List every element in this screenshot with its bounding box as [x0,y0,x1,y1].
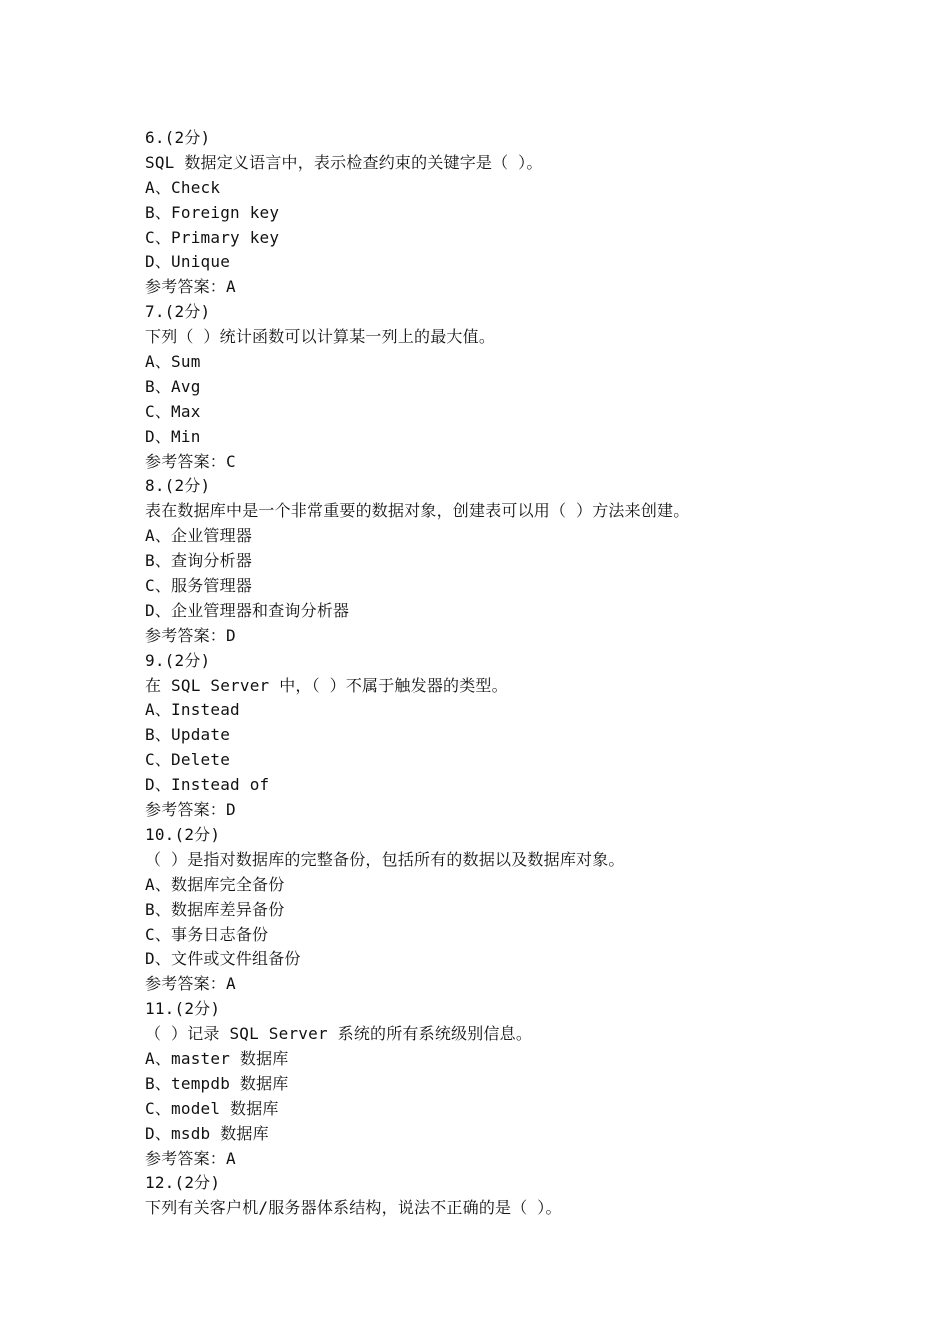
question-6 [145,126,905,300]
option-d: D、Instead of [145,775,270,795]
option-c: C、model 数据库 [145,1098,279,1118]
question-number: 7.(2分) [145,302,211,322]
option-b: B、Avg [145,376,201,396]
option-d: D、msdb 数据库 [145,1123,269,1143]
question-number: 6.(2分) [145,128,211,147]
reference-answer: 参考答案：A [145,277,236,297]
reference-answer: 参考答案：D [145,800,236,820]
question-9 [145,649,905,823]
option-a: A、Check [145,177,221,197]
question-stem: 下列有关客户机/服务器体系结构，说法不正确的是（ ）。 [145,1198,562,1218]
option-a: A、数据库完全备份 [145,874,285,894]
option-d: D、文件或文件组备份 [145,949,301,969]
option-c: C、事务日志备份 [145,924,269,944]
question-8 [145,474,905,648]
question-12 [145,1171,905,1221]
question-number: 9.(2分) [145,650,211,670]
question-stem: SQL 数据定义语言中，表示检查约束的关键字是（ ）。 [145,152,543,172]
question-stem: 在 SQL Server 中，（ ）不属于触发器的类型。 [145,675,508,695]
option-b: B、Update [145,725,231,745]
option-d: D、Unique [145,252,231,272]
reference-answer: 参考答案：A [145,974,236,994]
question-stem: （ ）是指对数据库的完整备份，包括所有的数据以及数据库对象。 [145,849,625,869]
reference-answer: 参考答案：D [145,625,236,645]
question-stem: （ ）记录 SQL Server 系统的所有系统级别信息。 [145,1024,533,1044]
option-d: D、Min [145,426,201,446]
option-a: A、Sum [145,352,201,372]
question-list [145,126,905,1221]
question-number: 8.(2分) [145,476,211,496]
option-c: C、Max [145,401,201,421]
option-a: A、master 数据库 [145,1048,289,1068]
option-b: B、Foreign key [145,202,280,222]
option-b: B、数据库差异备份 [145,899,285,919]
option-a: A、Instead [145,700,240,720]
question-7 [145,300,905,474]
option-c: C、Delete [145,750,231,770]
question-11 [145,997,905,1171]
option-d: D、企业管理器和查询分析器 [145,600,350,620]
option-b: B、查询分析器 [145,551,253,571]
reference-answer: 参考答案：C [145,451,236,471]
option-c: C、Primary key [145,227,280,247]
option-a: A、企业管理器 [145,526,253,546]
question-number: 10.(2分) [145,824,221,844]
question-number: 11.(2分) [145,999,221,1019]
reference-answer: 参考答案：A [145,1148,236,1168]
question-10 [145,823,905,997]
option-b: B、tempdb 数据库 [145,1073,289,1093]
question-stem: 下列（ ）统计函数可以计算某一列上的最大值。 [145,327,496,347]
question-number: 12.(2分) [145,1173,221,1193]
question-stem: 表在数据库中是一个非常重要的数据对象，创建表可以用（ ）方法来创建。 [145,501,690,521]
option-c: C、服务管理器 [145,576,253,596]
